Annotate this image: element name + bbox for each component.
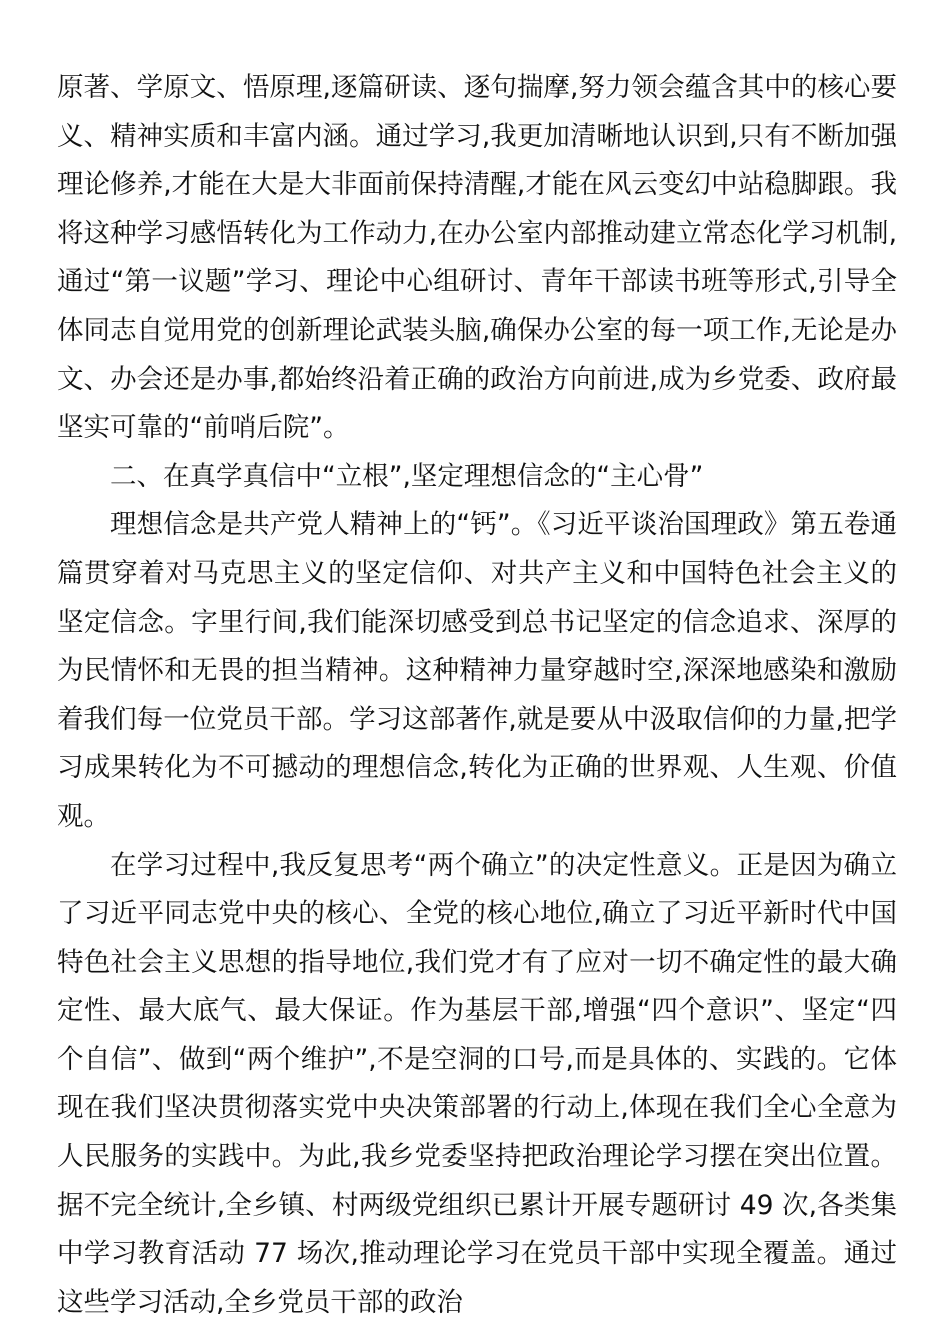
document-body bbox=[57, 64, 897, 1327]
section-heading: 二、在真学真信中“立根”,坚定理想信念的“主心骨” bbox=[110, 460, 704, 492]
paragraph-ideals: 理想信念是共产党人精神上的“钙”。《习近平谈治国理政》第五卷通篇贯穿着对马克思主义的坚定信仰、对共产主义和中国特色社会主义的坚定信念。字里行间,我们能深切感受到总书记坚定的信念追求、深厚的为民情怀和无畏的担当精神。这种精神力量穿越时空,深深地感染和激励着我们每一位党员干部。学习这部著作,就是要从中汲取信仰的力量,把学习成果转化为不可撼动的理想信念,转化为正确的世界观、人生观、价值观。 bbox=[57, 509, 897, 832]
paragraph-continued: 原著、学原文、悟原理,逐篇研读、逐句揣摩,努力领会蕴含其中的核心要义、精神实质和丰富内涵。通过学习,我更加清晰地认识到,只有不断加强理论修养,才能在大是大非面前保持清醒,才能在风云变幻中站稳脚跟。我将这种学习感悟转化为工作动力,在办公室内部推动建立常态化学习机制,通过“第一议题”学习、理论中心组研讨、青年干部读书班等形式,引导全体同志自觉用党的创新理论武装头脑,确保办公室的每一项工作,无论是办文、办会还是办事,都始终沿着正确的政治方向前进,成为乡党委、政府最坚实可靠的“前哨后院”。 bbox=[57, 72, 897, 444]
paragraph-two-establishments: 在学习过程中,我反复思考“两个确立”的决定性意义。正是因为确立了习近平同志党中央的核心、全党的核心地位,确立了习近平新时代中国特色社会主义思想的指导地位,我们党才有了应对一切不确定性的最大确定性、最大底气、最大保证。作为基层干部,增强“四个意识”、坚定“四个自信”、做到“两个维护”,不是空洞的口号,而是具体的、实践的。它体现在我们坚决贯彻落实党中央决策部署的行动上,体现在我们全心全意为人民服务的实践中。为此,我乡党委坚持把政治理论学习摆在突出位置。据不完全统计,全乡镇、村两级党组织已累计开展专题研讨 49 次,各类集中学习教育活动 77 场次,推动理论学习在党员干部中实现全覆盖。通过这些学习活动,全乡党员干部的政治 bbox=[57, 849, 897, 1318]
